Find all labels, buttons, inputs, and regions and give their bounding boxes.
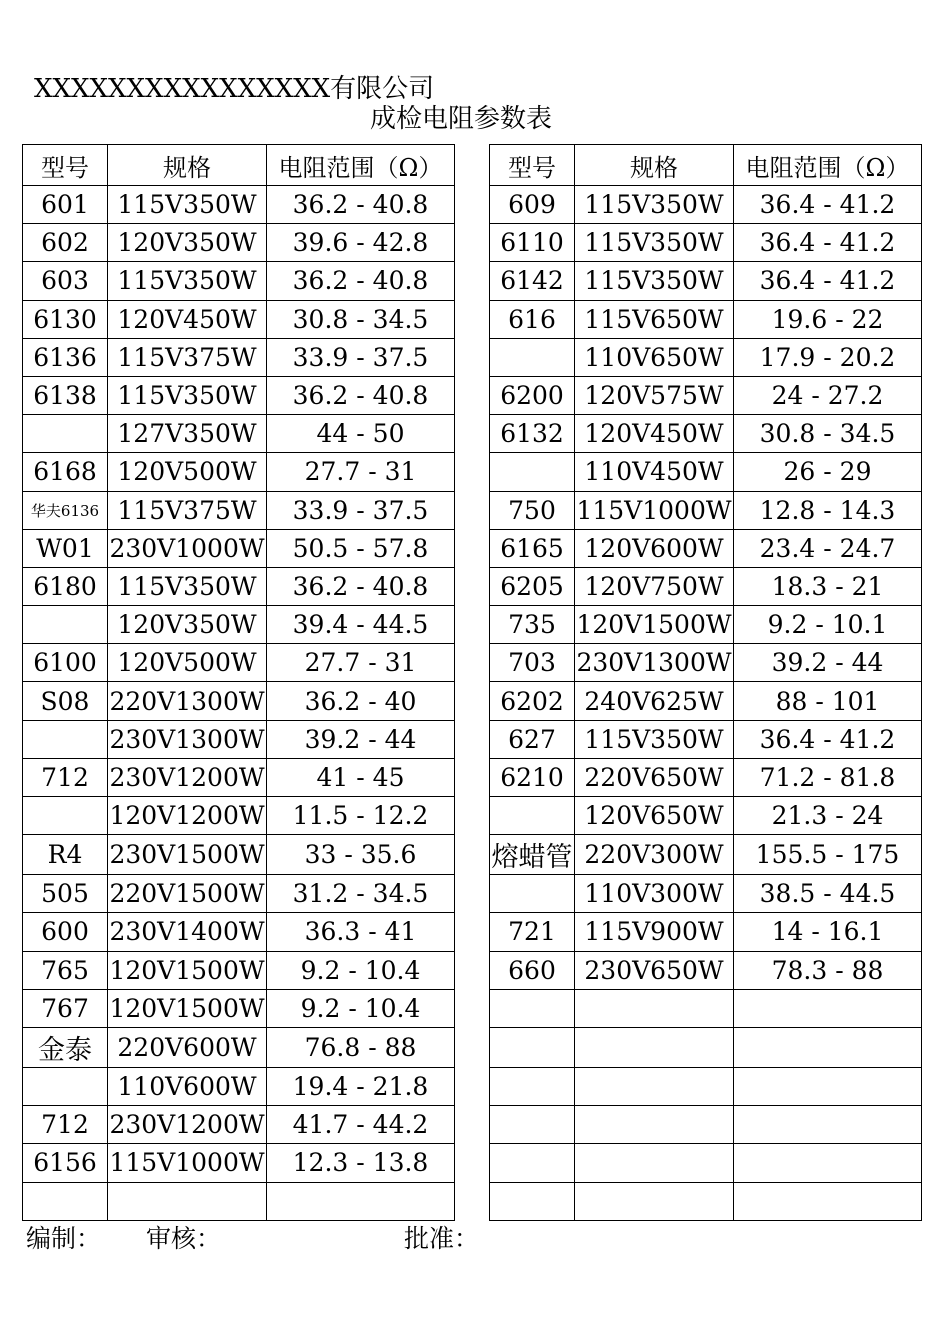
spec-cell-right: 115V350W — [575, 186, 734, 224]
model-cell-left: 6156 — [23, 1144, 108, 1182]
model-cell-right: 6210 — [490, 758, 575, 796]
compiled-by-label: 编制： — [26, 1224, 102, 1253]
spec-cell-right: 120V575W — [575, 376, 734, 414]
resistance-range-cell-right — [734, 1067, 922, 1105]
spec-cell-left: 120V1200W — [108, 797, 267, 835]
column-gap — [455, 224, 490, 262]
table-row — [23, 682, 922, 720]
spec-cell-left: 120V1500W — [108, 951, 267, 989]
model-cell-left — [23, 415, 108, 453]
resistance-range-cell-left: 9.2 - 10.4 — [267, 989, 455, 1027]
table-row — [23, 224, 922, 262]
table-row — [23, 644, 922, 682]
model-cell-left: 600 — [23, 913, 108, 951]
column-gap — [455, 1027, 490, 1067]
model-cell-right: 6132 — [490, 415, 575, 453]
resistance-range-cell-left: 50.5 - 57.8 — [267, 529, 455, 567]
resistance-range-cell-right — [734, 1106, 922, 1144]
column-gap — [455, 606, 490, 644]
model-cell-right: 627 — [490, 720, 575, 758]
resistance-range-cell-right: 36.4 - 41.2 — [734, 224, 922, 262]
resistance-range-cell-right: 88 - 101 — [734, 682, 922, 720]
spec-cell-left: 120V350W — [108, 606, 267, 644]
model-cell-right — [490, 797, 575, 835]
model-cell-right — [490, 1106, 575, 1144]
model-cell-right: 703 — [490, 644, 575, 682]
spec-cell-right: 220V650W — [575, 758, 734, 796]
resistance-range-cell-left: 39.2 - 44 — [267, 720, 455, 758]
model-cell-left: 6168 — [23, 453, 108, 491]
model-cell-right — [490, 1067, 575, 1105]
resistance-range-cell-left: 44 - 50 — [267, 415, 455, 453]
spec-cell-left: 120V350W — [108, 224, 267, 262]
reviewed-by-label: 审核： — [146, 1224, 222, 1253]
spec-cell-left: 230V1400W — [108, 913, 267, 951]
model-cell-right — [490, 1027, 575, 1067]
model-cell-left: R4 — [23, 835, 108, 875]
spec-cell-right — [575, 1067, 734, 1105]
model-cell-left: 6100 — [23, 644, 108, 682]
header-resistance-range-left: 电阻范围（Ω） — [267, 145, 455, 186]
resistance-range-cell-right: 36.4 - 41.2 — [734, 262, 922, 300]
table-row — [23, 453, 922, 491]
document-title: 成检电阻参数表 — [370, 104, 553, 134]
table-row — [23, 338, 922, 376]
table-row — [23, 606, 922, 644]
resistance-range-cell-left: 39.6 - 42.8 — [267, 224, 455, 262]
spec-cell-left: 220V600W — [108, 1027, 267, 1067]
column-gap — [455, 951, 490, 989]
spec-cell-left: 127V350W — [108, 415, 267, 453]
table-row — [23, 720, 922, 758]
model-cell-right: 6165 — [490, 529, 575, 567]
resistance-range-cell-left: 36.2 - 40.8 — [267, 262, 455, 300]
table-row — [23, 376, 922, 414]
model-cell-right: 6142 — [490, 262, 575, 300]
model-cell-left: 505 — [23, 875, 108, 913]
table-row — [23, 1144, 922, 1182]
model-cell-right: 6205 — [490, 567, 575, 605]
resistance-range-cell-left: 31.2 - 34.5 — [267, 875, 455, 913]
resistance-range-cell-left: 76.8 - 88 — [267, 1027, 455, 1067]
resistance-range-cell-right: 36.4 - 41.2 — [734, 720, 922, 758]
resistance-range-cell-right: 17.9 - 20.2 — [734, 338, 922, 376]
spec-cell-right — [575, 1027, 734, 1067]
model-cell-right: 616 — [490, 300, 575, 338]
spec-cell-left: 110V600W — [108, 1067, 267, 1105]
header-spec-right: 规格 — [575, 145, 734, 186]
resistance-range-cell-right: 18.3 - 21 — [734, 567, 922, 605]
resistance-range-cell-left: 36.2 - 40 — [267, 682, 455, 720]
resistance-range-cell-left: 36.2 - 40.8 — [267, 186, 455, 224]
column-gap — [455, 720, 490, 758]
resistance-range-cell-left: 27.7 - 31 — [267, 453, 455, 491]
spec-cell-right: 110V450W — [575, 453, 734, 491]
column-gap — [455, 797, 490, 835]
resistance-range-cell-left: 9.2 - 10.4 — [267, 951, 455, 989]
spec-cell-right: 110V650W — [575, 338, 734, 376]
table-row — [23, 1027, 922, 1067]
model-cell-left: 712 — [23, 758, 108, 796]
table-row — [23, 491, 922, 529]
resistance-range-cell-left: 36.2 - 40.8 — [267, 567, 455, 605]
spec-cell-left: 115V375W — [108, 491, 267, 529]
model-cell-left: 601 — [23, 186, 108, 224]
spec-cell-left: 115V350W — [108, 376, 267, 414]
column-gap — [455, 262, 490, 300]
resistance-range-cell-left — [267, 1182, 455, 1220]
resistance-range-cell-right: 19.6 - 22 — [734, 300, 922, 338]
spec-cell-left: 115V350W — [108, 567, 267, 605]
column-gap — [455, 376, 490, 414]
model-cell-left: S08 — [23, 682, 108, 720]
spec-cell-left: 120V450W — [108, 300, 267, 338]
resistance-range-cell-left: 33.9 - 37.5 — [267, 338, 455, 376]
model-cell-left: 华夫6136 — [23, 491, 108, 529]
model-cell-left: 603 — [23, 262, 108, 300]
resistance-range-cell-left: 12.3 - 13.8 — [267, 1144, 455, 1182]
model-cell-right: 721 — [490, 913, 575, 951]
table-row — [23, 1182, 922, 1220]
model-cell-left — [23, 606, 108, 644]
model-cell-left: 765 — [23, 951, 108, 989]
column-gap — [455, 989, 490, 1027]
column-gap — [455, 567, 490, 605]
column-gap — [455, 186, 490, 224]
resistance-range-cell-right: 9.2 - 10.1 — [734, 606, 922, 644]
model-cell-left: 6136 — [23, 338, 108, 376]
table-row — [23, 567, 922, 605]
column-gap — [455, 644, 490, 682]
model-cell-right: 735 — [490, 606, 575, 644]
column-gap — [455, 491, 490, 529]
spec-cell-right: 115V650W — [575, 300, 734, 338]
resistance-range-cell-right — [734, 1182, 922, 1220]
column-gap — [455, 835, 490, 875]
table-row — [23, 989, 922, 1027]
model-cell-right: 6200 — [490, 376, 575, 414]
header-model-right: 型号 — [490, 145, 575, 186]
model-cell-right: 750 — [490, 491, 575, 529]
column-gap — [455, 1067, 490, 1105]
table-row — [23, 913, 922, 951]
model-cell-left: 金泰 — [23, 1027, 108, 1067]
table-row — [23, 300, 922, 338]
resistance-range-cell-right: 30.8 - 34.5 — [734, 415, 922, 453]
spec-cell-left: 115V1000W — [108, 1144, 267, 1182]
column-gap — [455, 338, 490, 376]
model-cell-left — [23, 720, 108, 758]
spec-cell-right: 110V300W — [575, 875, 734, 913]
table-row — [23, 186, 922, 224]
spec-cell-left: 115V350W — [108, 262, 267, 300]
spec-cell-left: 230V1000W — [108, 529, 267, 567]
model-cell-left: 602 — [23, 224, 108, 262]
model-cell-right — [490, 338, 575, 376]
table-row — [23, 835, 922, 875]
table-row — [23, 1106, 922, 1144]
resistance-range-cell-right: 14 - 16.1 — [734, 913, 922, 951]
spec-cell-right: 120V650W — [575, 797, 734, 835]
spec-cell-right — [575, 1106, 734, 1144]
spec-cell-right: 115V1000W — [575, 491, 734, 529]
spec-cell-left: 120V500W — [108, 453, 267, 491]
column-gap — [455, 875, 490, 913]
spec-cell-right: 220V300W — [575, 835, 734, 875]
resistance-range-cell-left: 27.7 - 31 — [267, 644, 455, 682]
model-cell-right: 6202 — [490, 682, 575, 720]
resistance-range-cell-left: 11.5 - 12.2 — [267, 797, 455, 835]
table-header-row — [23, 145, 922, 186]
resistance-range-cell-right: 78.3 - 88 — [734, 951, 922, 989]
model-cell-left — [23, 1182, 108, 1220]
spec-cell-left — [108, 1182, 267, 1220]
spec-cell-right: 115V350W — [575, 224, 734, 262]
resistance-range-cell-right — [734, 1027, 922, 1067]
spec-cell-left: 230V1200W — [108, 758, 267, 796]
resistance-range-cell-right: 21.3 - 24 — [734, 797, 922, 835]
model-cell-right — [490, 989, 575, 1027]
table-row — [23, 951, 922, 989]
spec-cell-left: 115V375W — [108, 338, 267, 376]
model-cell-left — [23, 1067, 108, 1105]
spec-cell-left: 220V1300W — [108, 682, 267, 720]
company-name: XXXXXXXXXXXXXXXX有限公司 — [34, 74, 435, 104]
resistance-range-cell-left: 36.3 - 41 — [267, 913, 455, 951]
column-gap — [455, 453, 490, 491]
model-cell-right — [490, 1144, 575, 1182]
resistance-range-cell-right: 39.2 - 44 — [734, 644, 922, 682]
table-row — [23, 415, 922, 453]
table-row — [23, 875, 922, 913]
spec-cell-right: 120V750W — [575, 567, 734, 605]
approved-by-label: 批准： — [404, 1224, 480, 1253]
spec-cell-right: 115V350W — [575, 262, 734, 300]
column-gap — [455, 415, 490, 453]
resistance-range-cell-right: 23.4 - 24.7 — [734, 529, 922, 567]
column-gap — [455, 913, 490, 951]
table-row — [23, 1067, 922, 1105]
resistance-range-cell-right: 26 - 29 — [734, 453, 922, 491]
resistance-range-cell-right — [734, 1144, 922, 1182]
resistance-parameter-table — [22, 144, 922, 1221]
header-resistance-range-right: 电阻范围（Ω） — [734, 145, 922, 186]
resistance-range-cell-left: 36.2 - 40.8 — [267, 376, 455, 414]
table-row — [23, 797, 922, 835]
resistance-range-cell-left: 41 - 45 — [267, 758, 455, 796]
header-spec-left: 规格 — [108, 145, 267, 186]
column-gap — [455, 1144, 490, 1182]
column-gap — [455, 682, 490, 720]
resistance-range-cell-left: 19.4 - 21.8 — [267, 1067, 455, 1105]
model-cell-right — [490, 453, 575, 491]
resistance-range-cell-right: 36.4 - 41.2 — [734, 186, 922, 224]
spec-cell-left: 120V1500W — [108, 989, 267, 1027]
spec-cell-right — [575, 1144, 734, 1182]
resistance-range-cell-right: 71.2 - 81.8 — [734, 758, 922, 796]
model-cell-right: 609 — [490, 186, 575, 224]
spec-cell-right: 240V625W — [575, 682, 734, 720]
resistance-range-cell-left: 33 - 35.6 — [267, 835, 455, 875]
column-gap — [455, 758, 490, 796]
resistance-range-cell-right: 24 - 27.2 — [734, 376, 922, 414]
model-cell-left: 712 — [23, 1106, 108, 1144]
spec-cell-left: 220V1500W — [108, 875, 267, 913]
column-gap — [455, 145, 490, 186]
spec-cell-left: 230V1300W — [108, 720, 267, 758]
header-model-left: 型号 — [23, 145, 108, 186]
resistance-range-cell-right: 12.8 - 14.3 — [734, 491, 922, 529]
spec-cell-right: 120V600W — [575, 529, 734, 567]
column-gap — [455, 529, 490, 567]
model-cell-right — [490, 875, 575, 913]
resistance-range-cell-left: 39.4 - 44.5 — [267, 606, 455, 644]
resistance-range-cell-left: 41.7 - 44.2 — [267, 1106, 455, 1144]
model-cell-right: 熔蜡管 — [490, 835, 575, 875]
spec-cell-left: 120V500W — [108, 644, 267, 682]
resistance-range-cell-right — [734, 989, 922, 1027]
model-cell-right: 6110 — [490, 224, 575, 262]
resistance-range-cell-right: 155.5 - 175 — [734, 835, 922, 875]
spec-cell-right: 120V1500W — [575, 606, 734, 644]
model-cell-right — [490, 1182, 575, 1220]
table-row — [23, 758, 922, 796]
spec-cell-right: 230V1300W — [575, 644, 734, 682]
model-cell-left: 767 — [23, 989, 108, 1027]
model-cell-left: 6130 — [23, 300, 108, 338]
spec-cell-right — [575, 1182, 734, 1220]
spec-cell-right: 115V350W — [575, 720, 734, 758]
spec-cell-left: 230V1500W — [108, 835, 267, 875]
spec-cell-right — [575, 989, 734, 1027]
column-gap — [455, 1182, 490, 1220]
table-row — [23, 529, 922, 567]
model-cell-left: W01 — [23, 529, 108, 567]
resistance-range-cell-right: 38.5 - 44.5 — [734, 875, 922, 913]
table-row — [23, 262, 922, 300]
spec-cell-left: 115V350W — [108, 186, 267, 224]
model-cell-left: 6180 — [23, 567, 108, 605]
column-gap — [455, 300, 490, 338]
spec-cell-left: 230V1200W — [108, 1106, 267, 1144]
resistance-range-cell-left: 33.9 - 37.5 — [267, 491, 455, 529]
spec-cell-right: 115V900W — [575, 913, 734, 951]
column-gap — [455, 1106, 490, 1144]
model-cell-left: 6138 — [23, 376, 108, 414]
model-cell-left — [23, 797, 108, 835]
spec-cell-right: 230V650W — [575, 951, 734, 989]
resistance-range-cell-left: 30.8 - 34.5 — [267, 300, 455, 338]
spec-cell-right: 120V450W — [575, 415, 734, 453]
model-cell-right: 660 — [490, 951, 575, 989]
